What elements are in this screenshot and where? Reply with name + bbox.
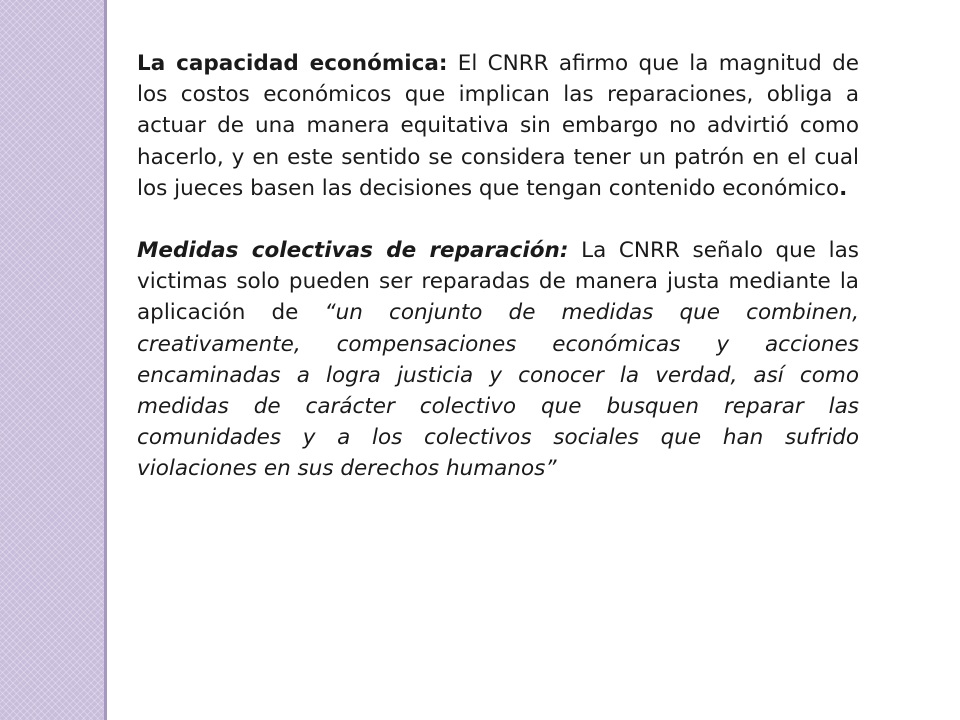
side-band-divider <box>104 0 107 720</box>
decorative-side-band <box>0 0 104 720</box>
paragraph-collective-measures <box>137 235 859 485</box>
economic-capacity-text: El CNRR afirmo que la magnitud de los costos económicos que implican las reparaciones, obliga a actuar de una manera equitativa sin embargo no advirtió como hacerlo, y en este sentido se considera tener un patrón en el cual los jueces basen las decisiones que tengan contenido económico <box>137 51 859 201</box>
economic-capacity-heading: La capacidad económica: <box>137 51 448 76</box>
collective-measures-quote: “un conjunto de medidas que combinen, creativamente, compensaciones económicas y acciones encaminadas a logra justicia y conocer la verdad, así como medidas de carácter colectivo que busquen reparar las comunidades y a los colectivos sociales que han sufrido violaciones en sus derechos humanos” <box>137 300 859 482</box>
economic-capacity-period: . <box>839 175 848 201</box>
paragraph-economic-capacity <box>137 48 859 204</box>
collective-measures-text: La CNRR señalo que las victimas solo pueden ser reparadas de manera justa mediante la aplicación de <box>137 238 859 326</box>
slide-text-body <box>137 48 859 516</box>
collective-measures-heading: Medidas colectivas de reparación: <box>137 238 569 264</box>
